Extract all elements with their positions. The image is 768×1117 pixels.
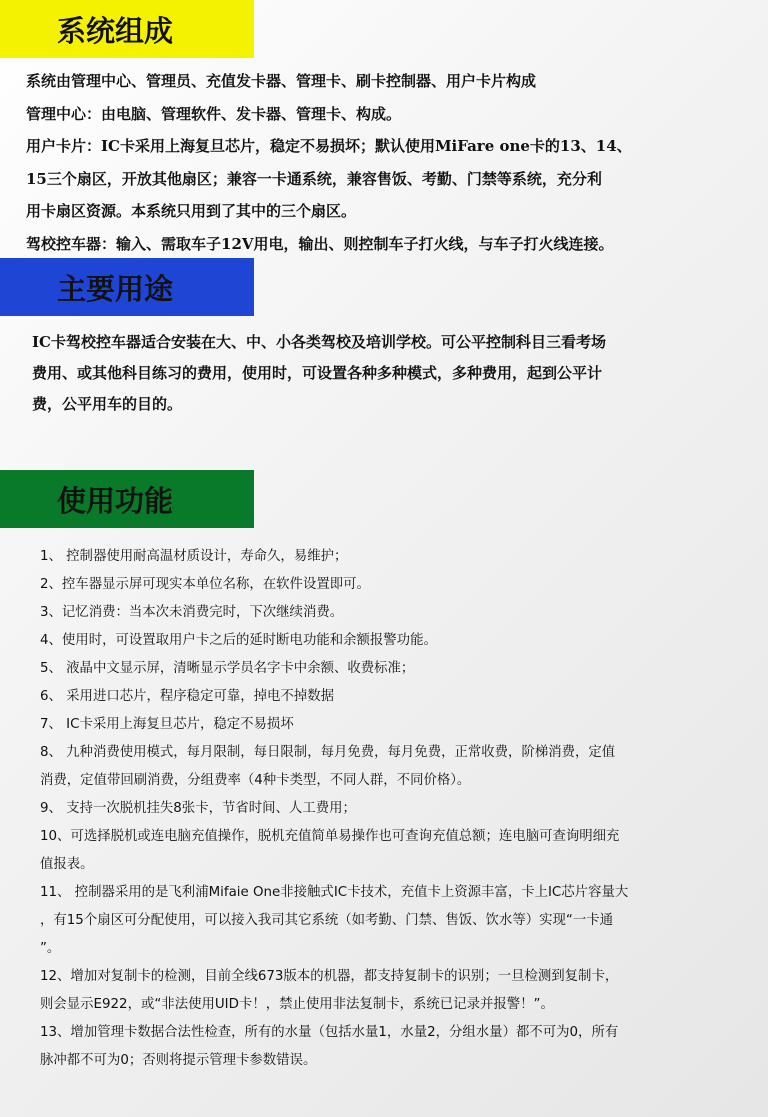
list-item: ，有15个扇区可分配使用，可以接入我司其它系统（如考勤、门禁、售饭、饮水等）实现“一卡通 — [40, 913, 613, 928]
list-item: 6、 采用进口芯片，程序稳定可靠，掉电不掉数据 — [40, 689, 334, 704]
section-title: 主要用途 — [57, 271, 174, 306]
text-line: 驾校控车器：输入、需取车子12V用电，输出、则控制车子打火线，与车子打火线连接。 — [26, 234, 614, 253]
section-banner-system-composition — [0, 0, 254, 58]
text-line: 15三个扇区，开放其他扇区；兼容一卡通系统，兼容售饭、考勤、门禁等系统，充分利 — [26, 169, 602, 188]
list-item: 9、 支持一次脱机挂失8张卡，节省时间、人工费用； — [40, 801, 356, 816]
list-item: 1、 控制器使用耐高温材质设计，寿命久，易维护； — [40, 549, 348, 564]
list-item: 则会显示E922，或“非法使用UID卡！，禁止使用非法复制卡，系统已记录并报警！”。 — [40, 997, 554, 1012]
list-item: 5、 液晶中文显示屏，清晰显示学员名字卡中余额、收费标准； — [40, 661, 415, 676]
list-item: 12、增加对复制卡的检测，目前全线673版本的机器，都支持复制卡的识别；一旦检测到复制卡， — [40, 969, 619, 984]
section-title: 使用功能 — [57, 483, 174, 518]
section-banner-functions — [0, 470, 254, 528]
text-line: 系统由管理中心、管理员、充值发卡器、管理卡、刷卡控制器、用户卡片构成 — [26, 72, 537, 90]
list-item: 2、控车器显示屏可现实本单位名称，在软件设置即可。 — [40, 577, 370, 592]
text-line: 费用、或其他科目练习的费用，使用时，可设置各种多种模式，多种费用，起到公平计 — [32, 364, 603, 382]
list-item: ”。 — [40, 941, 61, 956]
section-banner-main-use — [0, 258, 254, 316]
text-line: 用户卡片：IC卡采用上海复旦芯片，稳定不易损坏；默认使用MiFare one卡的13、14、 — [26, 137, 632, 155]
section-title: 系统组成 — [57, 13, 174, 48]
main-use-text — [32, 327, 750, 420]
list-item: 13、增加管理卡数据合法性检查，所有的水量（包括水量1，水量2，分组水量）都不可为0，所有 — [40, 1025, 619, 1040]
text-line: 用卡扇区资源。本系统只用到了其中的三个扇区。 — [26, 202, 357, 220]
list-item: 4、使用时，可设置取用户卡之后的延时断电功能和余额报警功能。 — [40, 633, 437, 648]
list-item: 3、记忆消费：当本次未消费完时，下次继续消费。 — [40, 605, 344, 620]
list-item: 11、 控制器采用的是飞利浦Mifaie One非接触式IC卡技术，充值卡上资源丰富，卡上IC芯片容量大 — [40, 885, 629, 900]
text-line: IC卡驾校控车器适合安装在大、中、小各类驾校及培训学校。可公平控制科目三看考场 — [32, 333, 606, 351]
list-item: 消费，定值带回刷消费，分组费率（4种卡类型，不同人群，不同价格）。 — [40, 773, 471, 788]
text-line: 管理中心：由电脑、管理软件、发卡器、管理卡、构成。 — [26, 104, 402, 123]
list-item: 10、可选择脱机或连电脑充值操作，脱机充值简单易操作也可查询充值总额；连电脑可查询明细充 — [40, 829, 620, 844]
functions-list — [40, 543, 740, 1075]
list-item: 脉冲都不可为0；否则将提示管理卡参数错误。 — [40, 1053, 317, 1068]
list-item: 7、 IC卡采用上海复旦芯片，稳定不易损坏 — [40, 717, 294, 732]
system-composition-text — [26, 65, 750, 260]
list-item: 值报表。 — [40, 857, 94, 872]
text-line: 费，公平用车的目的。 — [32, 395, 183, 413]
list-item: 8、 九种消费使用模式，每月限制，每日限制，每月免费，每月免费，正常收费，阶梯消费，定值 — [40, 745, 616, 760]
